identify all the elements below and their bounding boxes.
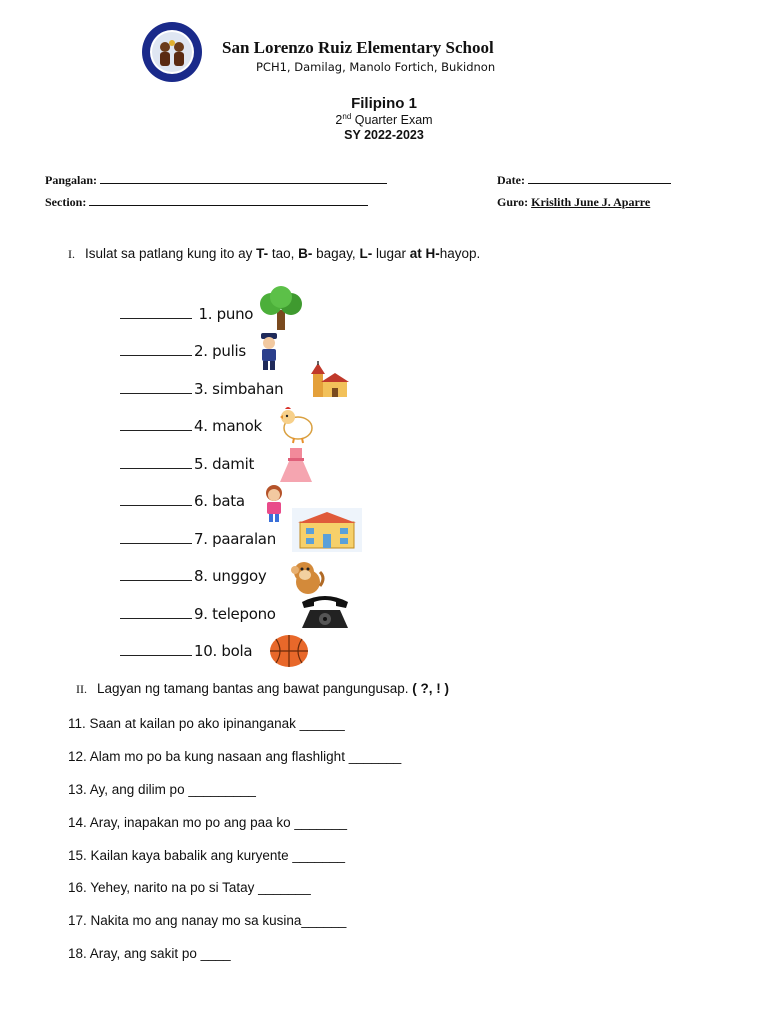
guro-label: Guro: [497, 195, 529, 209]
tree-icon [257, 286, 305, 332]
list-item[interactable] [120, 305, 253, 335]
subject-title: Filipino 1 [351, 95, 417, 112]
list-item[interactable] [120, 530, 276, 560]
school-logo-seal [141, 21, 203, 83]
ball-icon [268, 633, 310, 669]
exam-ordinal-suffix: nd [342, 112, 352, 121]
part1-numeral: I. [68, 247, 75, 261]
exam-ordinal: 2 [335, 113, 343, 128]
school-address: PCH1, Damilag, Manolo Fortich, Bukidnon [256, 60, 496, 74]
key-l: L- [359, 246, 373, 261]
exam-label: Quarter Exam [354, 113, 433, 128]
question-item: 15. Kailan kaya babalik ang kuryente _______ [68, 848, 345, 863]
date-label: Date: [497, 173, 525, 187]
key-b-text: bagay, [312, 246, 360, 261]
answer-blank[interactable] [120, 655, 192, 656]
key-t: T- [256, 246, 269, 261]
pangalan-line[interactable] [100, 183, 387, 184]
question-item: 14. Aray, inapakan mo po ang paa ko _______ [68, 815, 347, 830]
school-year: SY 2022-2023 [344, 128, 424, 142]
exam-title [0, 112, 768, 127]
question-item: 18. Aray, ang sakit po ____ [68, 946, 231, 961]
question-item: 13. Ay, ang dilim po _________ [68, 782, 256, 797]
part2-instruction-text: Lagyan ng tamang bantas ang bawat pangungusap. [97, 681, 413, 696]
answer-blank[interactable] [120, 543, 192, 544]
list-item[interactable] [120, 380, 283, 410]
key-h-text: hayop. [439, 246, 481, 261]
item-label: 4. manok [194, 417, 262, 435]
list-item[interactable] [120, 605, 276, 635]
child-icon [261, 484, 287, 524]
punctuation-marks: ( ?, ! ) [412, 681, 450, 696]
date-field[interactable] [497, 173, 671, 188]
item-label: 8. unggoy [194, 567, 267, 585]
section-line[interactable] [89, 205, 368, 206]
question-item: 16. Yehey, narito na po si Tatay _______ [68, 880, 311, 895]
chicken-icon [276, 404, 316, 444]
pangalan-field[interactable] [45, 173, 387, 188]
item-label: 10. bola [194, 642, 253, 660]
question-item: 17. Nakita mo ang nanay mo sa kusina______ [68, 913, 347, 928]
key-l-text: lugar [372, 246, 410, 261]
item-label: 7. paaralan [194, 530, 276, 548]
answer-blank[interactable] [120, 430, 192, 431]
key-b: B- [298, 246, 313, 261]
list-item[interactable] [120, 642, 252, 672]
school-name: San Lorenzo Ruiz Elementary School [222, 38, 494, 57]
list-item[interactable] [120, 342, 246, 372]
telephone-icon [296, 592, 354, 630]
guro-name: Krislith June J. Aparre [531, 195, 651, 209]
answer-blank[interactable] [120, 318, 192, 319]
list-item[interactable] [120, 492, 245, 522]
section-label: Section: [45, 195, 87, 209]
answer-blank[interactable] [120, 618, 192, 619]
church-icon [305, 361, 349, 399]
list-item[interactable] [120, 567, 267, 597]
item-label: 6. bata [194, 492, 245, 510]
date-line[interactable] [528, 183, 671, 184]
part1-instruction-text: Isulat sa patlang kung ito ay [85, 246, 257, 261]
answer-blank[interactable] [120, 505, 192, 506]
police-icon [256, 332, 282, 372]
question-item: 12. Alam mo po ba kung nasaan ang flashlight _______ [68, 749, 402, 764]
guro-field [497, 195, 650, 210]
answer-blank[interactable] [120, 468, 192, 469]
key-t-text: tao, [268, 246, 299, 261]
part1-instruction [68, 246, 480, 262]
item-label: 9. telepono [194, 605, 276, 623]
part2-instruction [76, 681, 449, 697]
pangalan-label: Pangalan: [45, 173, 98, 187]
answer-blank[interactable] [120, 580, 192, 581]
item-label: 3. simbahan [194, 380, 284, 398]
section-field[interactable] [45, 195, 368, 210]
item-label: 1. puno [194, 305, 254, 323]
list-item[interactable] [120, 417, 262, 447]
dress-icon [278, 446, 314, 484]
answer-blank[interactable] [120, 355, 192, 356]
item-label: 2. pulis [194, 342, 246, 360]
question-item: 11. Saan at kailan po ako ipinanganak ______ [68, 716, 345, 731]
part2-numeral: II. [76, 682, 87, 696]
school-icon [292, 508, 362, 552]
list-item[interactable] [120, 455, 254, 485]
answer-blank[interactable] [120, 393, 192, 394]
item-label: 5. damit [194, 455, 255, 473]
key-h: at H- [409, 246, 440, 261]
